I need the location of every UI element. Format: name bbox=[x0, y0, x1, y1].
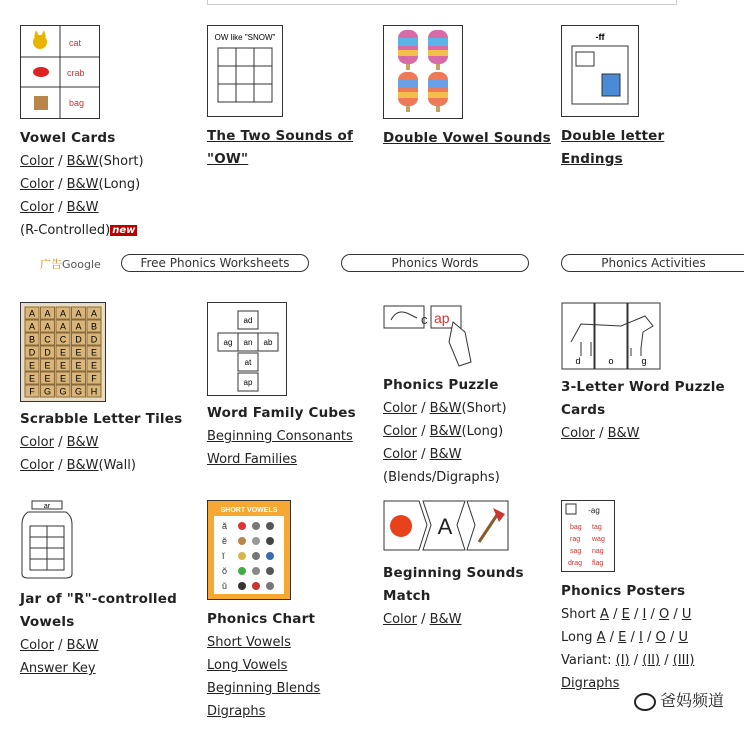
nav-free-phonics-worksheets[interactable]: Free Phonics Worksheets bbox=[121, 254, 309, 272]
ow-thumb-text: OW like "SNOW" bbox=[214, 33, 276, 42]
scrabble-tile-letter: F bbox=[29, 386, 35, 397]
bw-link[interactable]: B&W bbox=[429, 424, 462, 439]
vowel-cards-title: Vowel Cards bbox=[20, 130, 116, 146]
scrabble-tile-letter: G bbox=[74, 386, 83, 397]
beginning-sounds-title: Beginning Sounds Match bbox=[383, 565, 524, 604]
scrabble-tile-letter: E bbox=[75, 360, 82, 371]
scrabble-tile-letter: C bbox=[59, 334, 67, 345]
svg-text:ar: ar bbox=[43, 503, 51, 510]
svg-text:-ag: -ag bbox=[588, 506, 600, 515]
scrabble-tile-letter: H bbox=[90, 386, 98, 397]
short-i-link[interactable]: I bbox=[642, 607, 647, 622]
scrabble-tile-letter: E bbox=[44, 373, 51, 384]
scrabble-tiles-art bbox=[21, 303, 105, 401]
svg-text:flag: flag bbox=[592, 560, 604, 567]
long-vowel-posters-row: Long A / E / I / O / U bbox=[561, 630, 688, 645]
scrabble-tile-letter: A bbox=[59, 321, 67, 332]
scrabble-tile-letter: E bbox=[59, 347, 67, 358]
short-vowel-posters-row: Short A / E / I / O / U bbox=[561, 607, 692, 622]
word-family-cubes-item bbox=[207, 302, 377, 471]
scrabble-tile-letter: E bbox=[75, 347, 82, 358]
beginning-blends-link[interactable]: Beginning Blends bbox=[207, 681, 321, 696]
answer-key-link[interactable]: Answer Key bbox=[20, 661, 96, 676]
bw-link[interactable]: B&W bbox=[66, 200, 99, 215]
word-cat: cat bbox=[69, 38, 82, 48]
word-crab: crab bbox=[67, 68, 85, 78]
word-bag: bag bbox=[69, 98, 85, 108]
scrabble-tile-letter: A bbox=[90, 308, 98, 319]
svg-text:ă: ă bbox=[222, 521, 228, 531]
scrabble-tile-letter: E bbox=[28, 360, 36, 371]
bw-link[interactable]: B&W bbox=[429, 447, 462, 462]
posters-thumbnail[interactable] bbox=[561, 500, 615, 572]
scrabble-tile-letter: E bbox=[59, 360, 67, 371]
top-search-bar bbox=[207, 0, 677, 5]
double-letter-item bbox=[561, 25, 731, 171]
ad-label: 广告Google bbox=[40, 258, 101, 271]
r-controlled-label: (R-Controlled) bbox=[20, 223, 111, 238]
ow-thumbnail[interactable] bbox=[207, 25, 283, 117]
color-link[interactable]: Color bbox=[20, 200, 54, 215]
scrabble-tile-letter: C bbox=[44, 334, 51, 345]
scrabble-tile-letter: E bbox=[90, 360, 98, 371]
long-e-link[interactable]: E bbox=[618, 630, 627, 645]
color-link[interactable]: Color bbox=[383, 612, 417, 627]
bw-link[interactable]: B&W bbox=[66, 435, 99, 450]
scrabble-tile-letter: A bbox=[75, 321, 82, 332]
long-o-link[interactable]: O bbox=[655, 630, 666, 645]
svg-text:ad: ad bbox=[243, 316, 253, 325]
cube-net-art bbox=[208, 303, 286, 395]
svg-text:ap: ap bbox=[434, 310, 450, 326]
svg-text:ŏ: ŏ bbox=[222, 566, 228, 576]
wechat-icon bbox=[634, 693, 656, 711]
svg-text:SHORT VOWELS: SHORT VOWELS bbox=[220, 507, 278, 514]
phonics-chart-item bbox=[207, 500, 377, 723]
scrabble-tile-letter: G bbox=[43, 386, 52, 397]
short-u-link[interactable]: U bbox=[681, 607, 692, 622]
cubes-thumbnail[interactable] bbox=[207, 302, 287, 396]
short-vowels-link[interactable]: Short Vowels bbox=[207, 635, 291, 650]
variant-3-link[interactable]: (III) bbox=[672, 653, 695, 668]
scrabble-tile-letter: G bbox=[59, 386, 67, 397]
wechat-watermark: 爸妈频道 bbox=[634, 688, 724, 711]
bw-link[interactable]: B&W bbox=[429, 612, 462, 627]
posters-title: Phonics Posters bbox=[561, 583, 686, 599]
svg-text:sag: sag bbox=[570, 548, 582, 555]
phonics-chart-art bbox=[208, 501, 290, 599]
long-u-link[interactable]: U bbox=[678, 630, 688, 645]
dog-puzzle-thumbnail[interactable] bbox=[561, 302, 661, 370]
r-controlled-jar-item: ar Jar of "R"-controlled Vowels Color / B&W Answer Key bbox=[20, 500, 190, 680]
phonics-chart-title: Phonics Chart bbox=[207, 611, 316, 627]
vowel-cards-link-row: Color / B&W bbox=[20, 200, 99, 215]
svg-text:d: d bbox=[575, 356, 581, 366]
scrabble-title: Scrabble Letter Tiles bbox=[20, 411, 183, 427]
scrabble-tile-letter: A bbox=[44, 321, 51, 332]
bw-link[interactable]: B&W bbox=[66, 154, 99, 169]
bw-link[interactable]: B&W bbox=[607, 426, 640, 441]
short-a-link[interactable]: A bbox=[600, 607, 609, 622]
cubes-title: Word Family Cubes bbox=[207, 405, 356, 421]
svg-text:ĭ: ĭ bbox=[222, 551, 225, 561]
variant-posters-row: Variant: (I) / (II) / (III) bbox=[561, 653, 695, 668]
two-sounds-ow-link[interactable]: The Two Sounds of "OW" bbox=[207, 128, 354, 167]
scrabble-tile-letter: E bbox=[90, 347, 98, 358]
scrabble-tile-letter: A bbox=[28, 308, 36, 319]
ff-thumb-text: -ff bbox=[595, 32, 605, 42]
puzzle-art bbox=[383, 302, 493, 368]
digraphs-link[interactable]: Digraphs bbox=[207, 704, 266, 719]
svg-text:tag: tag bbox=[592, 524, 602, 531]
popsicle-art bbox=[384, 26, 462, 118]
beginning-sounds-thumbnail[interactable] bbox=[383, 500, 509, 552]
phonics-chart-thumbnail[interactable] bbox=[207, 500, 291, 600]
color-link[interactable]: Color bbox=[383, 447, 417, 462]
svg-text:A: A bbox=[437, 514, 453, 539]
svg-text:c: c bbox=[421, 312, 428, 327]
scrabble-thumbnail[interactable] bbox=[20, 302, 106, 402]
scrabble-tile-letter: B bbox=[90, 321, 98, 332]
digraphs-posters-link[interactable]: Digraphs bbox=[561, 676, 620, 691]
vowel-cards-item bbox=[20, 25, 190, 242]
puzzle-thumbnail[interactable] bbox=[383, 302, 493, 368]
double-vowel-thumbnail[interactable] bbox=[383, 25, 463, 119]
svg-text:an: an bbox=[243, 338, 253, 347]
jar-thumbnail[interactable] bbox=[20, 500, 74, 580]
svg-text:nag: nag bbox=[592, 548, 604, 555]
scrabble-tile-letter: E bbox=[44, 360, 51, 371]
scrabble-tile-letter: F bbox=[91, 373, 97, 384]
nav-phonics-activities[interactable]: Phonics Activities bbox=[561, 254, 744, 272]
scrabble-tile-letter: A bbox=[75, 308, 82, 319]
beginning-consonants-link[interactable]: Beginning Consonants bbox=[207, 429, 353, 444]
bw-link[interactable]: B&W bbox=[66, 638, 99, 653]
svg-text:o: o bbox=[608, 356, 614, 366]
scrabble-tile-letter: E bbox=[75, 373, 82, 384]
short-o-link[interactable]: O bbox=[658, 607, 670, 622]
word-families-link[interactable]: Word Families bbox=[207, 452, 298, 467]
jar-art bbox=[20, 500, 74, 580]
scrabble-tile-letter: A bbox=[59, 308, 67, 319]
bw-link[interactable]: B&W bbox=[429, 401, 462, 416]
svg-text:at: at bbox=[244, 358, 252, 367]
three-letter-title: 3-Letter Word Puzzle Cards bbox=[561, 379, 725, 418]
svg-text:drag: drag bbox=[568, 560, 583, 567]
scrabble-tiles-item: A A A A A A A A A B B C C D D D D E E E E E E E E E E E E F F G G G H Scrabble Letter Tiles Color / B&W Color / B&W(Wall) bbox=[20, 302, 190, 477]
crab-icon bbox=[33, 67, 49, 77]
color-link[interactable]: Color bbox=[20, 458, 54, 473]
color-link[interactable]: Color bbox=[20, 638, 54, 653]
bw-link[interactable]: B&W bbox=[66, 458, 99, 473]
bw-link[interactable]: B&W bbox=[66, 177, 99, 192]
variant-1-link[interactable]: (I) bbox=[615, 653, 630, 668]
dog-puzzle-art bbox=[561, 302, 661, 370]
scrabble-tile-letter: D bbox=[28, 347, 36, 358]
puzzle-title: Phonics Puzzle bbox=[383, 377, 499, 393]
color-link[interactable]: Color bbox=[20, 435, 54, 450]
scrabble-tile-letter: E bbox=[28, 373, 36, 384]
vowel-cards-link-row: Color / B&W(Short) bbox=[20, 154, 144, 169]
svg-text:ap: ap bbox=[243, 378, 253, 387]
long-i-link[interactable]: I bbox=[639, 630, 643, 645]
new-badge: new bbox=[112, 225, 136, 236]
scrabble-tile-letter: D bbox=[44, 347, 51, 358]
beginning-sounds-art bbox=[383, 500, 509, 552]
cat-icon bbox=[33, 35, 47, 49]
two-sounds-ow-item bbox=[207, 25, 377, 171]
color-link[interactable]: Color bbox=[561, 426, 595, 441]
phonics-puzzle-item: c ap Phonics Puzzle Color / B&W(Short) Color / B&W(Long) Color / B&W (Blends/Digraphs) bbox=[383, 302, 553, 489]
svg-text:ĕ: ĕ bbox=[222, 536, 228, 546]
color-link[interactable]: Color bbox=[383, 401, 417, 416]
jar-title: Jar of "R"-controlled Vowels bbox=[20, 591, 177, 630]
bag-icon bbox=[34, 96, 48, 110]
vowel-cards-thumbnail[interactable] bbox=[20, 25, 100, 119]
double-vowel-item bbox=[383, 25, 553, 150]
beginning-sounds-item: A Beginning Sounds Match Color / B&W bbox=[383, 500, 553, 631]
scrabble-tile-letter: E bbox=[59, 373, 67, 384]
short-e-link[interactable]: E bbox=[621, 607, 630, 622]
color-link[interactable]: Color bbox=[383, 424, 417, 439]
color-link[interactable]: Color bbox=[20, 177, 54, 192]
vowel-cards-thumbnail-art bbox=[21, 26, 99, 118]
svg-text:g: g bbox=[641, 356, 647, 366]
double-letter-link[interactable]: Double letter Endings bbox=[561, 128, 665, 167]
nav-phonics-words[interactable]: Phonics Words bbox=[341, 254, 529, 272]
scrabble-tile-letter: D bbox=[90, 334, 98, 345]
color-link[interactable]: Color bbox=[20, 154, 54, 169]
svg-text:wag: wag bbox=[592, 536, 605, 543]
three-letter-puzzle-item: d o g 3-Letter Word Puzzle Cards Color / B&W bbox=[561, 302, 731, 445]
apple-icon bbox=[390, 515, 412, 537]
vowel-cards-link-row: Color / B&W(Long) bbox=[20, 177, 141, 192]
long-vowels-link[interactable]: Long Vowels bbox=[207, 658, 288, 673]
svg-text:ab: ab bbox=[263, 338, 273, 347]
svg-text:rag: rag bbox=[570, 536, 581, 543]
svg-text:bag: bag bbox=[570, 524, 582, 531]
svg-text:ag: ag bbox=[223, 338, 233, 347]
scrabble-tile-letter: A bbox=[28, 321, 36, 332]
phonics-posters-item bbox=[561, 500, 731, 695]
ag-poster-art bbox=[562, 501, 614, 571]
variant-2-link[interactable]: (II) bbox=[642, 653, 661, 668]
double-vowel-link[interactable]: Double Vowel Sounds bbox=[383, 130, 551, 146]
svg-text:ŭ: ŭ bbox=[222, 581, 228, 591]
blends-digraphs-label: (Blends/Digraphs) bbox=[383, 470, 500, 485]
scrabble-tile-letter: D bbox=[75, 334, 82, 345]
long-a-link[interactable]: A bbox=[596, 630, 606, 645]
scrabble-tile-letter: A bbox=[44, 308, 51, 319]
scrabble-tile-letter: B bbox=[28, 334, 36, 345]
double-letter-thumbnail[interactable] bbox=[561, 25, 639, 117]
